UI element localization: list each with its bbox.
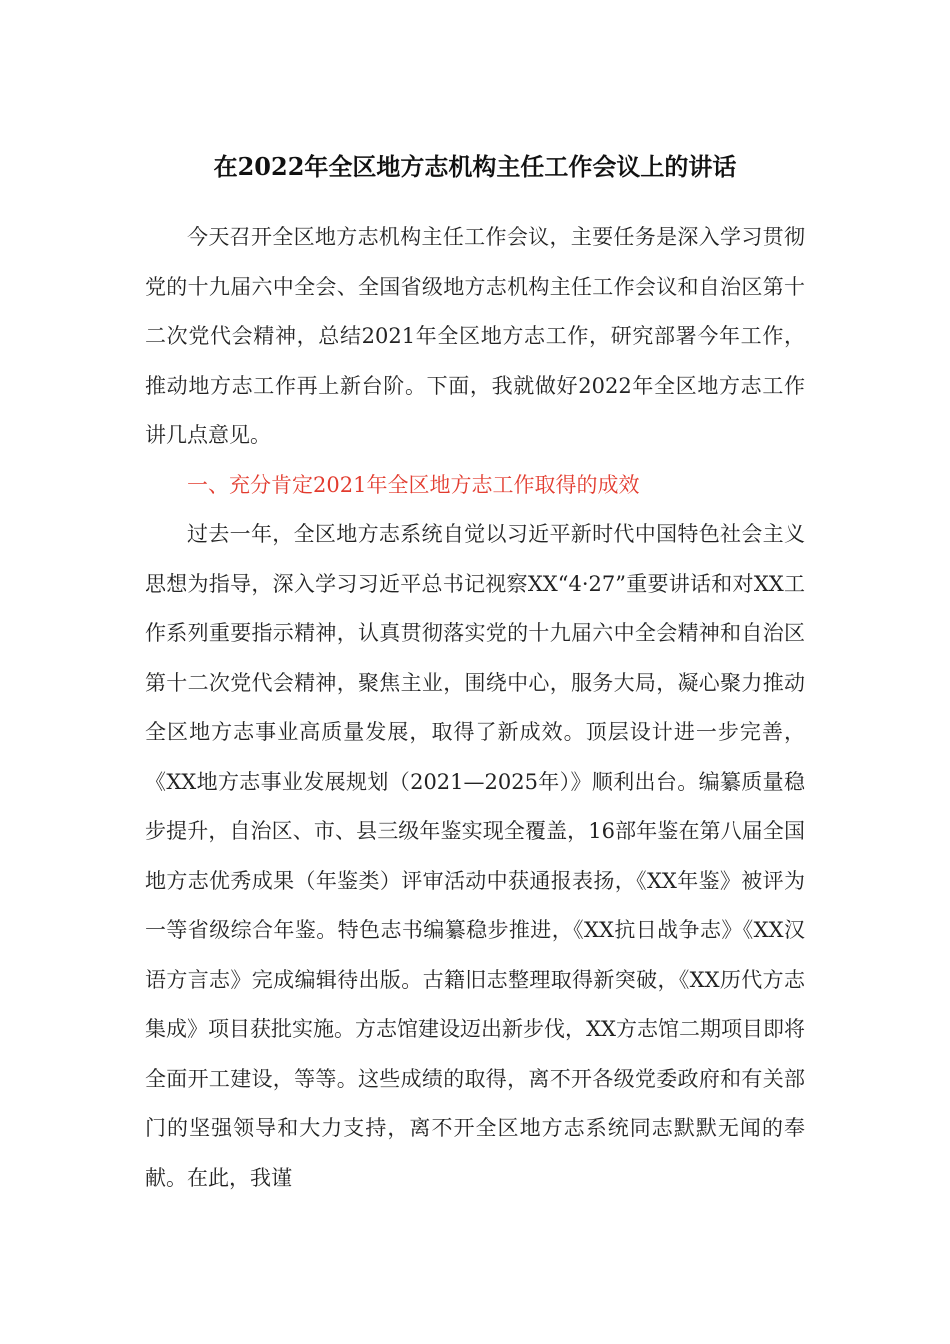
document-title: 在2022年全区地方志机构主任工作会议上的讲话 [213,152,737,181]
paragraph-intro: 今天召开全区地方志机构主任工作会议，主要任务是深入学习贯彻党的十九届六中全会、全国省级地方志机构主任工作会议和自治区第十二次党代会精神，总结2021年全区地方志工作，研究部署今年工作，推动地方志工作再上新台阶。下面，我就做好2022年全区地方志工作讲几点意见。 [145,225,805,447]
paragraph-achievements: 过去一年，全区地方志系统自觉以习近平新时代中国特色社会主义思想为指导，深入学习习近平总书记视察XX“4·27”重要讲话和对XX工作系列重要指示精神，认真贯彻落实党的十九届六中全会精神和自治区第十二次党代会精神，聚焦主业，围绕中心，服务大局，凝心聚力推动全区地方志事业高质量发展，取得了新成效。顶层设计进一步完善，《XX地方志事业发展规划（2021—2025年）》顺利出台。编纂质量稳步提升，自治区、市、县三级年鉴实现全覆盖，16部年鉴在第八届全国地方志优秀成果（年鉴类）评审活动中获通报表扬，《XX年鉴》被评为一等省级综合年鉴。特色志书编纂稳步推进，《XX抗日战争志》《XX汉语方言志》完成编辑待出版。古籍旧志整理取得新突破，《XX历代方志集成》项目获批实施。方志馆建设迈出新步伐，XX方志馆二期项目即将全面开工建设，等等。这些成绩的取得，离不开各级党委政府和有关部门的坚强领导和大力支持，离不开全区地方志系统同志默默无闻的奉献。在此，我谨 [145,522,805,1190]
section-heading-1: 一、充分肯定2021年全区地方志工作取得的成效 [187,472,640,497]
document-body [145,213,805,1203]
